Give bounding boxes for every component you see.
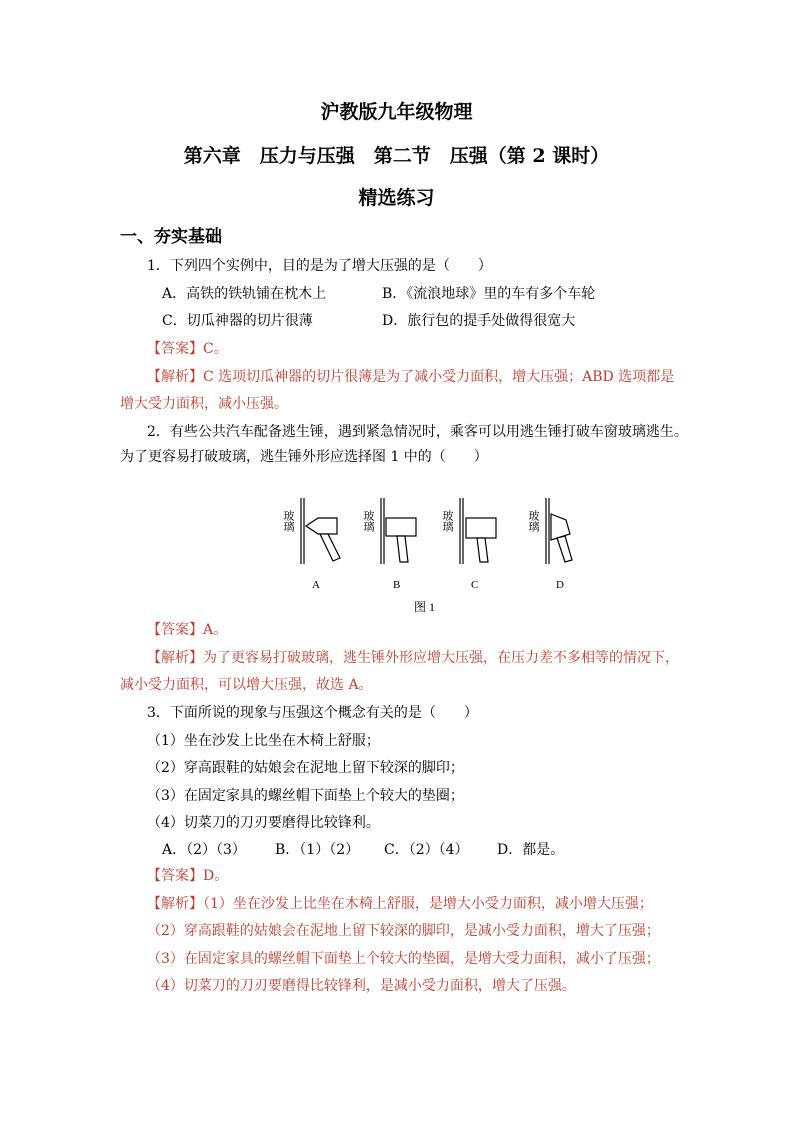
hammer-head-flat [466,518,496,538]
q3-item-4: （4）切菜刀的刀刃要磨得比较锋利。 [147,815,380,831]
doc-title: 沪教版九年级物理 [320,101,473,123]
q1-option-d: D．旅行包的提手处做得很宽大 [382,313,576,329]
figure-caption: 图 1 [414,600,436,614]
q3-answer [147,866,228,886]
q1-answer [147,339,228,359]
q1-analysis-line2: 增大受力面积，减小压强。 [120,396,288,412]
glass-label: 玻璃 [362,510,374,532]
answer-value: C。 [203,341,228,357]
hammer-head-slanted [551,514,570,540]
q3-item-2: （2）穿高跟鞋的姑娘会在泥地上留下较深的脚印； [147,760,464,776]
q3-item-3: （3）在固定家具的螺丝帽下面垫上个较大的垫圈； [147,788,464,804]
q3-analysis-line3: （3）在固定家具的螺丝帽下面垫上个较大的垫圈，是增大受力面积，减小了压强； [147,951,660,967]
hammer-handle [320,534,340,561]
figure-label-b: B [393,579,401,591]
analysis-tag: 【解析】 [147,650,203,666]
hammer-handle [397,536,408,562]
glass-label: 玻璃 [527,510,539,532]
q1-option-c: C．切瓜神器的切片很薄 [162,313,313,329]
answer-tag: 【答案】 [147,622,203,638]
q3-analysis-line4: （4）切菜刀的刀刃要磨得比较锋利，是减小受力面积，增大了压强。 [147,978,576,994]
q3-option-d: D．都是。 [497,842,565,858]
q3-analysis-line2: （2）穿高跟鞋的姑娘会在泥地上留下较深的脚印，是减小受力面积，增大了压强； [147,923,660,939]
q2-stem-line2: 为了更容易打破玻璃，逃生锤外形应选择图 1 中的（ ） [120,449,488,465]
answer-value: D。 [203,868,229,884]
analysis-text: （1）坐在沙发上比坐在木椅上舒服，是增大小受力面积，减小增大压强； [203,896,653,912]
q3-analysis-line1 [147,894,653,914]
hammer-c [460,498,496,564]
analysis-tag: 【解析】 [147,369,203,385]
hammer-b [381,498,416,564]
q2-stem-line1: 2．有些公共汽车配备逃生锤，遇到紧急情况时，乘客可以用逃生锤打破车窗玻璃逃生。 [147,424,688,440]
hammer-handle [477,538,488,562]
q3-item-1: （1）坐在沙发上比坐在木椅上舒服； [147,733,380,749]
analysis-text: C 选项切瓜神器的切片很薄是为了减小受力面积，增大压强；ABD 选项都是 [203,369,675,385]
q1-option-b: B．《流浪地球》里的车有多个车轮 [382,286,596,302]
glass-label: 玻璃 [441,510,453,532]
hammer-d [546,498,572,564]
chapter-title: 第六章 压力与压强 第二节 压强（第 2 课时） [183,145,610,167]
q3-stem: 3．下面所说的现象与压强这个概念有关的是（ ） [147,705,478,721]
hammer-handle [557,536,572,562]
q3-option-b: B．（1）（2） [275,842,360,858]
q1-analysis-line1 [147,367,674,387]
figure-label-a: A [312,579,320,591]
analysis-text: 为了更容易打破玻璃，逃生锤外形应增大压强，在压力差不多相等的情况下， [203,650,679,666]
glass-label: 玻璃 [282,510,294,532]
q2-answer [147,620,227,640]
q2-analysis-line1 [147,648,679,668]
figure-label-d: D [556,579,564,591]
q2-analysis-line2: 减小受力面积，可以增大压强，故选 A。 [120,677,373,693]
answer-tag: 【答案】 [147,868,203,884]
section-heading: 一、夯实基础 [120,227,222,247]
figure-label-c: C [471,579,479,591]
q3-option-c: C．（2）（4） [384,842,469,858]
q3-option-a: A．（2）（3） [162,842,246,858]
answer-value: A。 [203,622,228,638]
answer-tag: 【答案】 [147,341,203,357]
analysis-tag: 【解析】 [147,896,203,912]
hammer-head-pointed [306,518,337,534]
hammer-head-flat [386,518,416,536]
q1-stem: 1．下列四个实例中，目的是为了增大压强的是（ ） [147,258,492,274]
hammer-a [301,498,340,564]
practice-title: 精选练习 [358,187,435,209]
q1-option-a: A．高铁的铁轨铺在枕木上 [162,286,327,302]
